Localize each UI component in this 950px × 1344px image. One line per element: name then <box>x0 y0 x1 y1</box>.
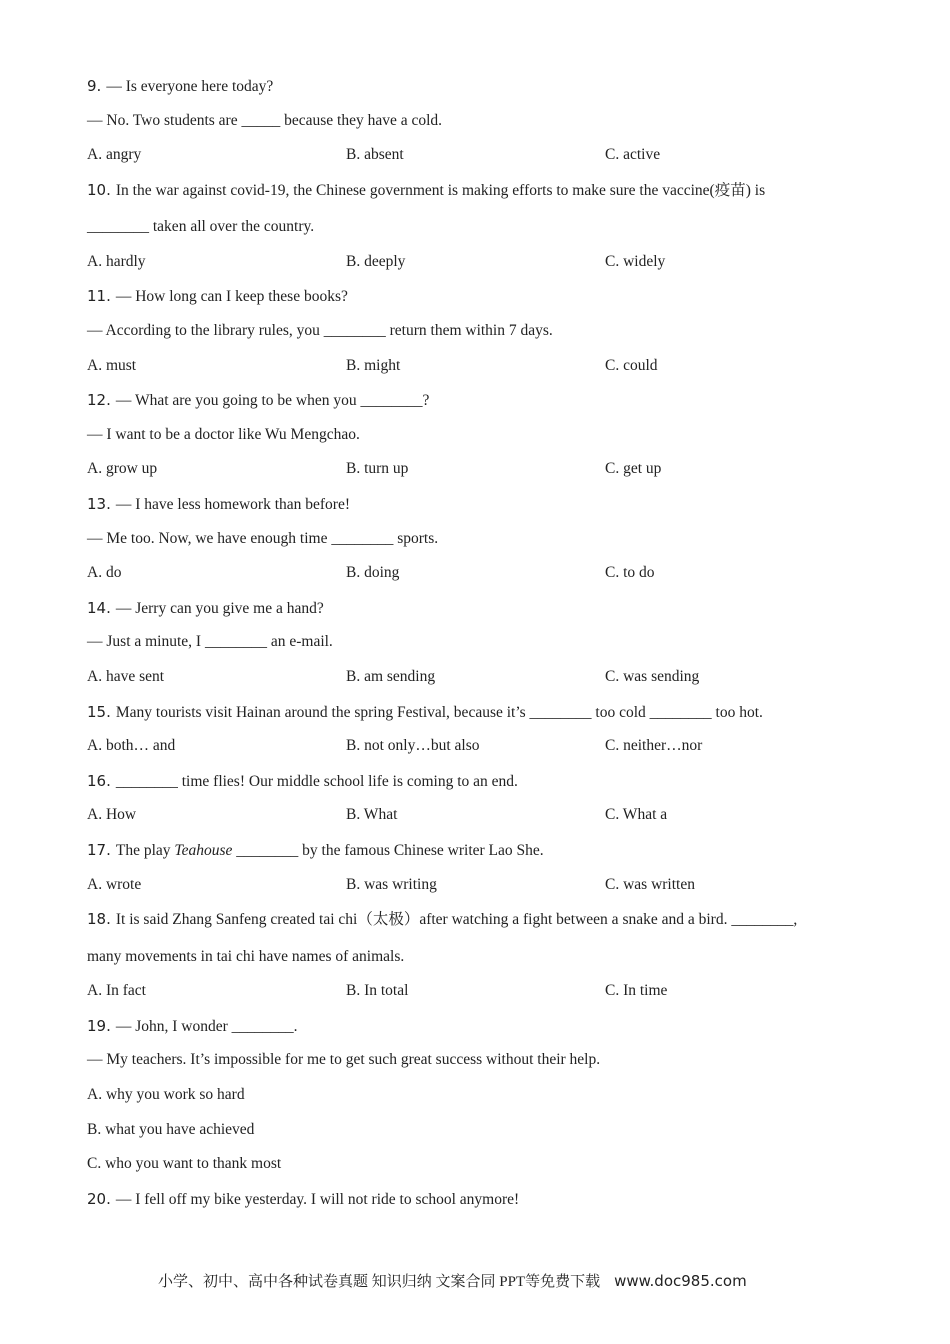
question-13-reply: — Me too. Now, we have enough time ________ sports. <box>87 530 439 547</box>
option-c: C. to do <box>605 564 655 581</box>
question-stem: — Is everyone here today? <box>106 78 274 95</box>
question-11-reply: — According to the library rules, you ________ return them within 7 days. <box>87 322 553 339</box>
question-stem: — How long can I keep these books? <box>115 288 348 305</box>
question-number: 11. <box>87 287 111 305</box>
question-stem: Many tourists visit Hainan around the spring Festival, because it’s ________ too cold ________ too hot. <box>115 704 763 721</box>
question-number: 10. <box>87 181 111 199</box>
option-a: A. do <box>87 564 122 581</box>
question-stem: — I fell off my bike yesterday. I will not ride to school anymore! <box>115 1191 520 1208</box>
question-15 <box>87 702 763 723</box>
option-b: B. might <box>346 357 401 374</box>
play-title: Teahouse <box>174 842 233 859</box>
question-9-reply: — No. Two students are _____ because they have a cold. <box>87 112 443 129</box>
option-c: C. was written <box>605 876 695 893</box>
footer-site-link[interactable]: www.doc985.com <box>614 1272 747 1290</box>
question-number: 12. <box>87 391 111 409</box>
question-18-continued: many movements in tai chi have names of animals. <box>87 948 405 965</box>
option-a: A. must <box>87 357 137 374</box>
option-c: C. active <box>605 146 661 163</box>
option-a: A. In fact <box>87 982 146 999</box>
option-b: B. what you have achieved <box>87 1121 255 1138</box>
option-b: B. am sending <box>346 668 436 685</box>
option-c: C. In time <box>605 982 668 999</box>
option-b: B. absent <box>346 146 404 163</box>
question-12-reply: — I want to be a doctor like Wu Mengchao. <box>87 426 360 443</box>
footer-text: 小学、初中、高中各种试卷真题 知识归纳 文案合同 PPT等免费下载 <box>158 1274 601 1290</box>
option-c: C. could <box>605 357 658 374</box>
question-stem: — Jerry can you give me a hand? <box>115 600 324 617</box>
question-number: 15. <box>87 703 111 721</box>
question-18 <box>87 909 797 930</box>
option-a: A. have sent <box>87 668 165 685</box>
question-stem: In the war against covid-19, the Chinese government is making efforts to make sure the vaccine(疫苗) is <box>115 182 766 199</box>
option-c: C. neither…nor <box>605 737 703 754</box>
option-b: B. deeply <box>346 253 406 270</box>
option-b: B. was writing <box>346 876 437 893</box>
option-a: A. grow up <box>87 460 158 477</box>
option-c: C. was sending <box>605 668 700 685</box>
question-17 <box>87 840 544 861</box>
question-20 <box>87 1189 519 1210</box>
question-9 <box>87 76 273 97</box>
option-a: A. both… and <box>87 737 176 754</box>
question-stem-post: ________ by the famous Chinese writer Lao She. <box>232 842 544 859</box>
option-b: B. turn up <box>346 460 409 477</box>
question-number: 19. <box>87 1017 111 1035</box>
question-number: 18. <box>87 910 111 928</box>
option-a: A. hardly <box>87 253 146 270</box>
option-a: A. How <box>87 806 137 823</box>
question-19 <box>87 1016 298 1037</box>
question-stem: — What are you going to be when you ________? <box>115 392 430 409</box>
option-c: C. What a <box>605 806 668 823</box>
question-14-reply: — Just a minute, I ________ an e-mail. <box>87 633 333 650</box>
question-16 <box>87 771 518 792</box>
question-stem: — I have less homework than before! <box>115 496 351 513</box>
page-footer <box>158 1270 747 1291</box>
question-13 <box>87 494 350 515</box>
option-a: A. angry <box>87 146 142 163</box>
question-10-continued: ________ taken all over the country. <box>87 218 315 235</box>
option-b: B. doing <box>346 564 400 581</box>
option-c: C. widely <box>605 253 666 270</box>
question-19-reply: — My teachers. It’s impossible for me to get such great success without their help. <box>87 1051 601 1068</box>
question-number: 14. <box>87 599 111 617</box>
question-number: 20. <box>87 1190 111 1208</box>
question-12 <box>87 390 429 411</box>
question-number: 16. <box>87 772 111 790</box>
question-number: 17. <box>87 841 111 859</box>
question-number: 13. <box>87 495 111 513</box>
option-c: C. get up <box>605 460 662 477</box>
option-b: B. In total <box>346 982 409 999</box>
question-11 <box>87 286 348 307</box>
question-10 <box>87 180 765 201</box>
option-c: C. who you want to thank most <box>87 1155 282 1172</box>
option-a: A. wrote <box>87 876 142 893</box>
question-stem-pre: The play <box>115 842 175 859</box>
option-b: B. not only…but also <box>346 737 480 754</box>
question-14 <box>87 598 324 619</box>
question-number: 9. <box>87 77 102 95</box>
option-b: B. What <box>346 806 398 823</box>
question-stem: It is said Zhang Sanfeng created tai chi（太极）after watching a fight between a snake and a bird. ________, <box>115 911 798 928</box>
question-stem: — John, I wonder ________. <box>115 1018 298 1035</box>
question-stem: ________ time flies! Our middle school life is coming to an end. <box>115 773 518 790</box>
option-a: A. why you work so hard <box>87 1086 245 1103</box>
